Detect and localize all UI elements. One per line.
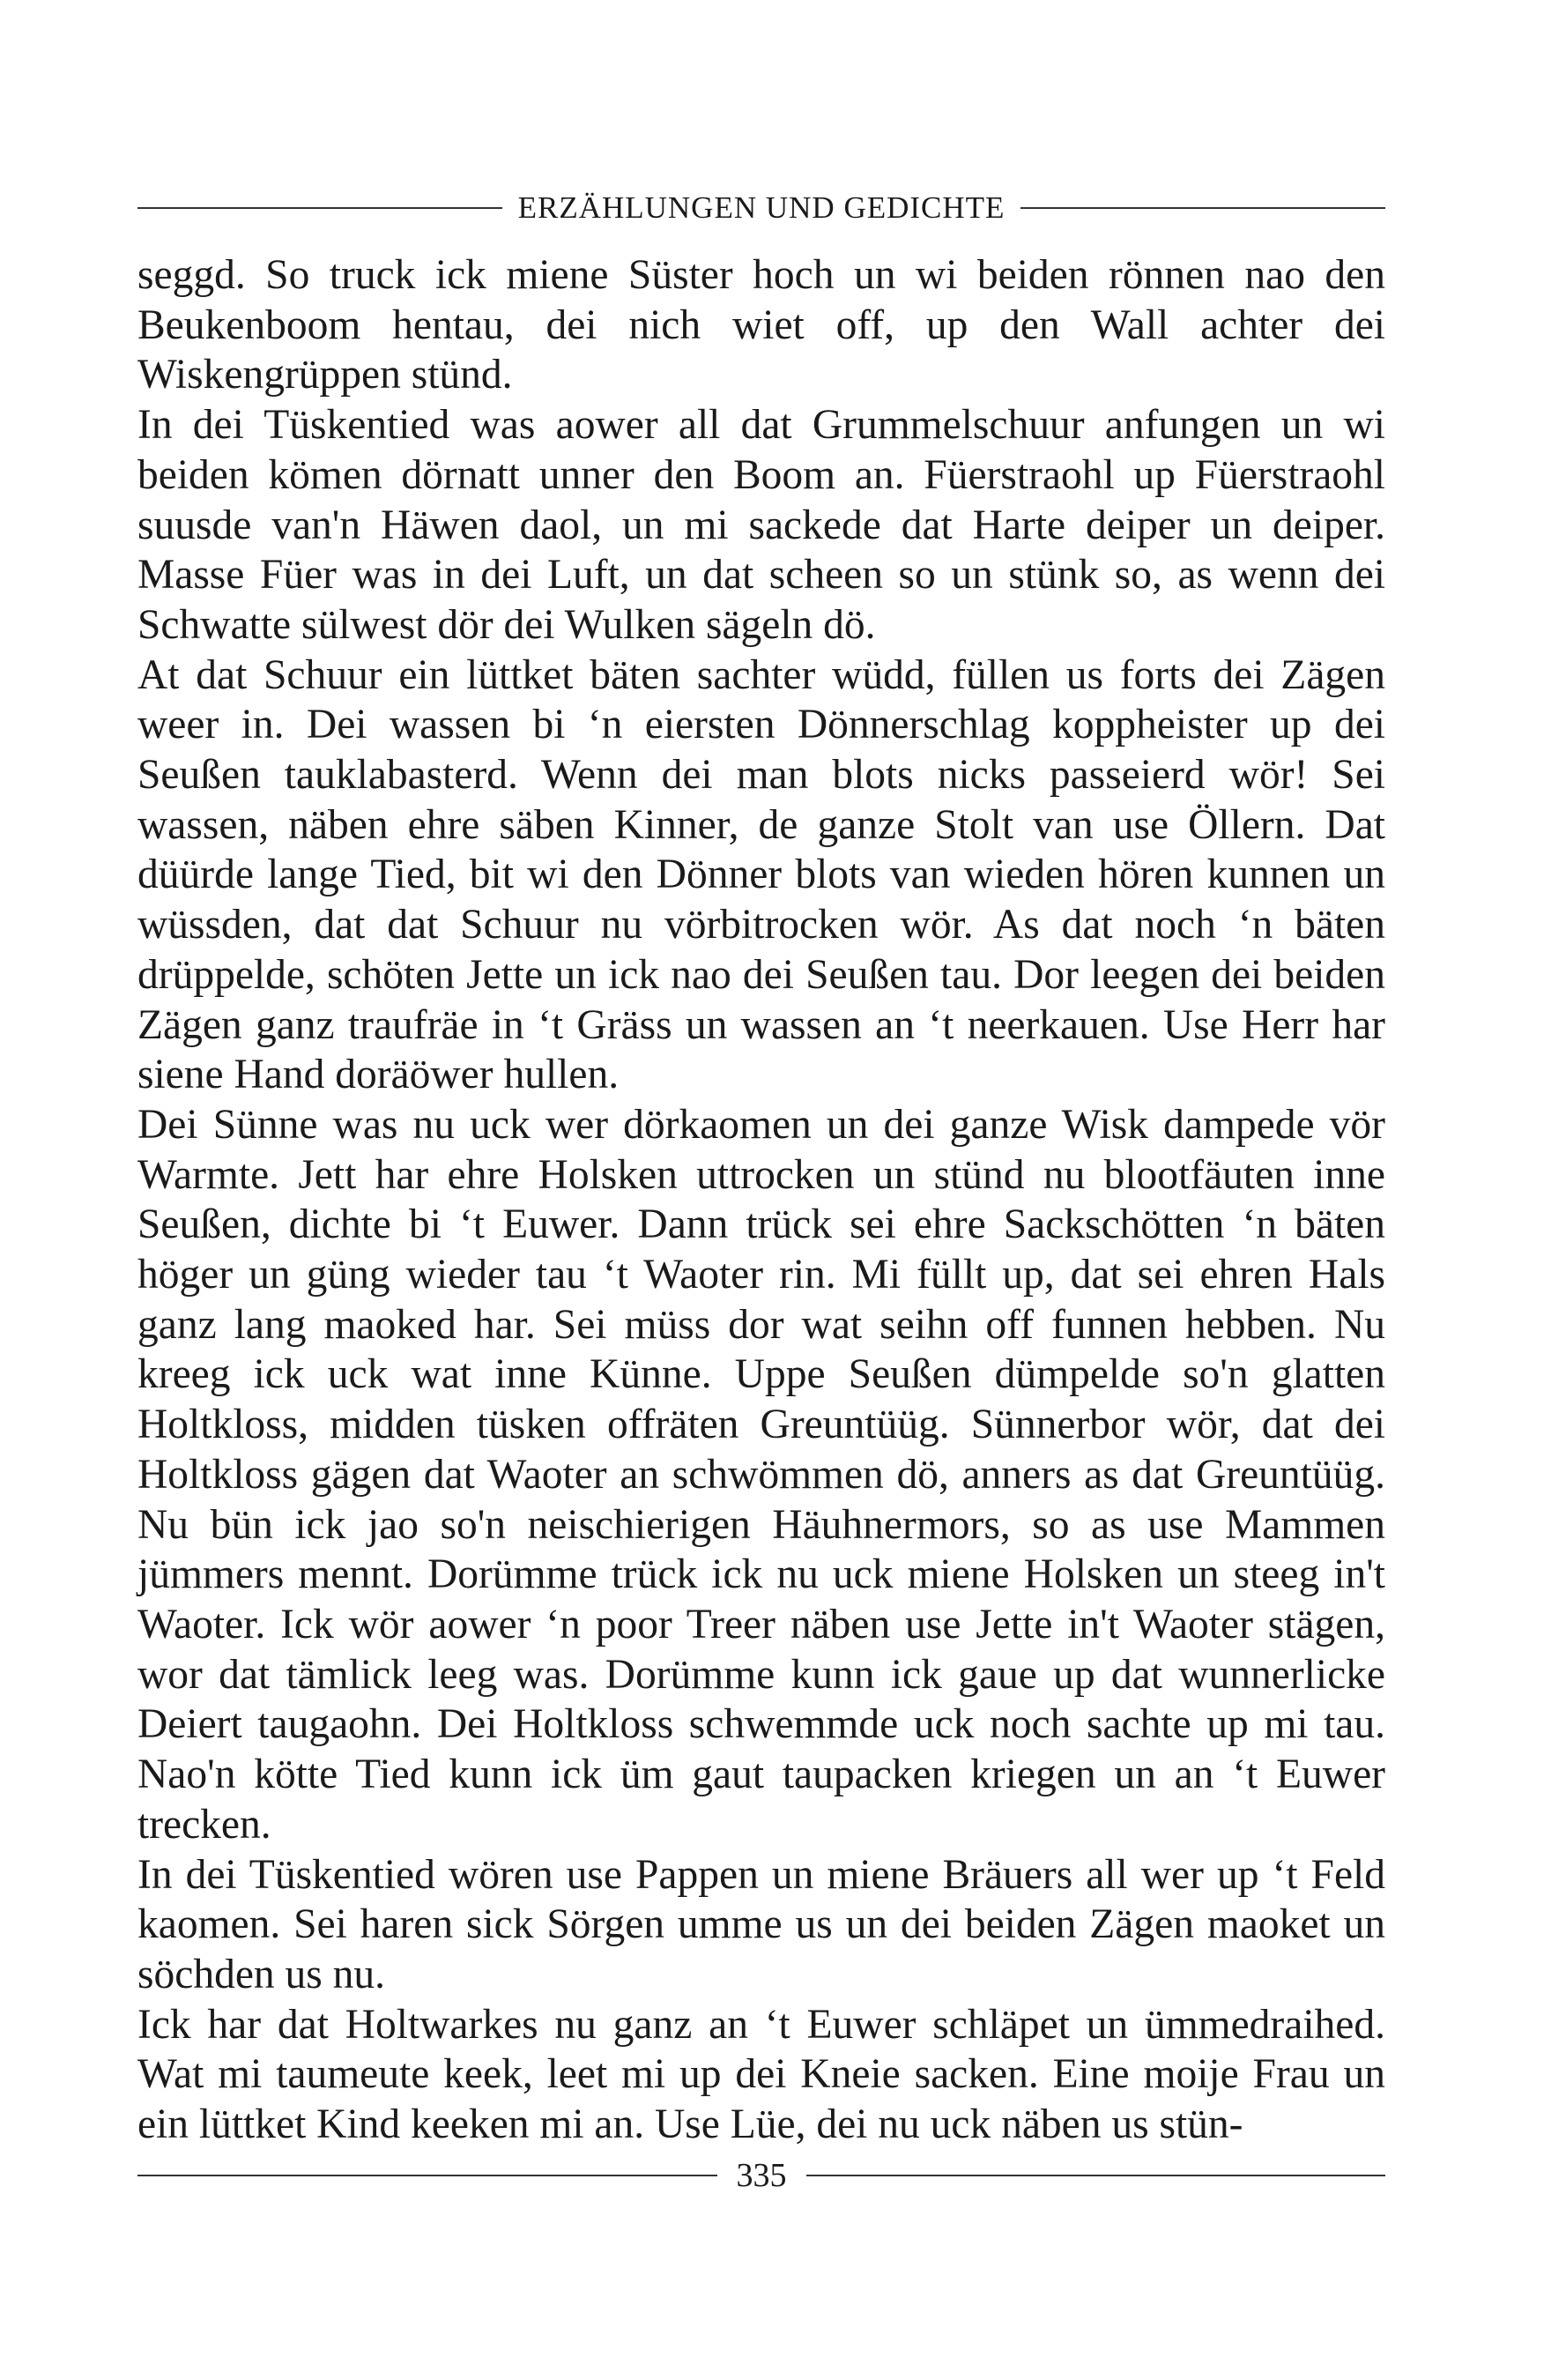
page-footer [137, 2151, 1385, 2200]
running-header [137, 185, 1385, 231]
paragraph: In dei Tüskentied wören use Pappen un miene Bräuers all wer up ‘t Feld kaomen. Sei haren sick Sörgen umme us un dei beiden Zägen maoket un söchden us nu. [137, 1851, 1385, 1997]
paragraph: Dei Sünne was nu uck wer dörkaomen un dei ganze Wisk dampede vör Warmte. Jett har ehre Holsken uttrocken un stünd nu blootfäuten inne Seußen, dichte bi ‘t Euwer. Dann trück sei ehre Sackschötten ‘n bäten höger un güng wieder tau ‘t Waoter rin. Mi füllt up, dat sei ehren Hals ganz lang maoked har. Sei müss dor wat seihn off funnen hebben. Nu kreeg ick uck wat inne Künne. Uppe Seußen dümpelde so'n glatten Holtkloss, midden tüsken offräten Greuntüüg. Sünnerbor wör, dat dei Holtkloss gägen dat Waoter an schwömmen dö, anners as dat Greuntüüg. Nu bün ick jao so'n neischierigen Häuhnermors, so as use Mammen jümmers mennt. Dorümme trück ick nu uck miene Holsken un steeg in't Waoter. Ick wör aower ‘n poor Treer näben use Jette in't Waoter stägen, wor dat tämlick leeg was. Dorümme kunn ick gaue up dat wunnerlicke Deiert taugaohn. Dei Holtkloss schwemmde uck noch sachte up mi tau. Nao'n kötte Tied kunn ick üm gaut taupacken kriegen un an ‘t Euwer trecken. [137, 1101, 1385, 1848]
header-rule-left [137, 207, 502, 209]
header-rule-right [1020, 207, 1385, 209]
chapter-title: ERZÄHLUNGEN UND GEDICHTE [517, 190, 1006, 225]
footer-rule-left [137, 2175, 717, 2176]
footer-rule-right [806, 2175, 1386, 2176]
body-text [137, 250, 1385, 2150]
paragraph: In dei Tüskentied was aower all dat Grummelschuur anfungen un wi beiden kömen dörnatt unner den Boom an. Füerstraohl up Füerstraohl suusde van'n Häwen daol, un mi sackede dat Harte deiper un deiper. Masse Füer was in dei Luft, un dat scheen so un stünk so, as wenn dei Schwatte sülwest dör dei Wulken sägeln dö. [137, 402, 1385, 648]
paragraph: seggd. So truck ick miene Süster hoch un wi beiden rönnen nao den Beukenboom hentau, dei nich wiet off, up den Wall achter dei Wiskengrüppen stünd. [137, 252, 1385, 398]
page-number: 335 [736, 2157, 787, 2194]
paragraph: At dat Schuur ein lüttket bäten sachter wüdd, füllen us forts dei Zägen weer in. Dei wassen bi ‘n eiersten Dönnerschlag koppheister up dei Seußen tauklabasterd. Wenn dei man blots nicks passeierd wör! Sei wassen, näben ehre säben Kinner, de ganze Stolt van use Öllern. Dat düürde lange Tied, bit wi den Dönner blots van wieden hören kunnen un wüssden, dat dat Schuur nu vörbitrocken wör. As dat noch ‘n bäten drüppelde, schöten Jette un ick nao dei Seußen tau. Dor leegen dei beiden Zägen ganz traufräe in ‘t Gräss un wassen an ‘t neerkauen. Use Herr har siene Hand doräöwer hullen. [137, 651, 1385, 1098]
paragraph: Ick har dat Holtwarkes nu ganz an ‘t Euwer schläpet un ümmedraihed. Wat mi taumeute keek, leet mi up dei Kneie sacken. Eine moije Frau un ein lüttket Kind keeken mi an. Use Lüe, dei nu uck näben us stün- [137, 2001, 1385, 2148]
